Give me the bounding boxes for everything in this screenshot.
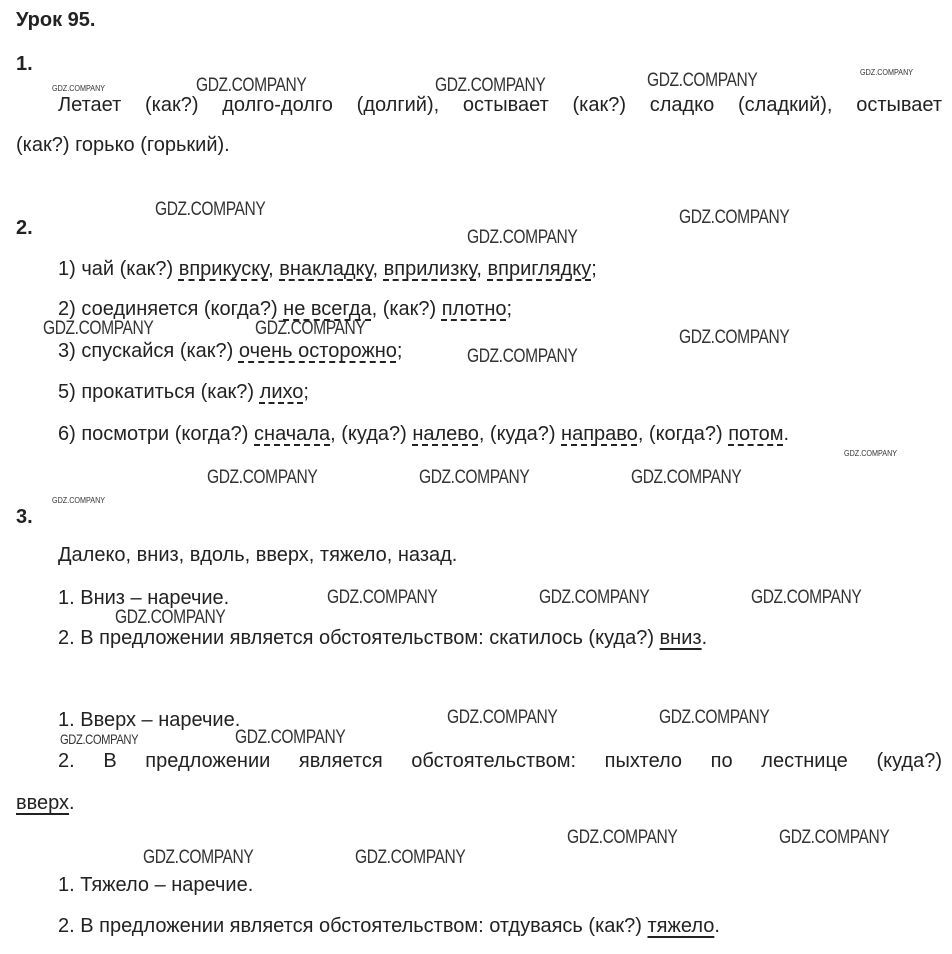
watermark: GDZ.COMPANY [631,467,742,488]
item-text: 6) посмотри (когда?) [58,423,255,445]
watermark: GDZ.COMPANY [52,496,106,505]
separator: , (куда?) [330,423,413,445]
watermark: GDZ.COMPANY [467,346,578,367]
adverb: налево [412,423,479,445]
watermark: GDZ.COMPANY [143,847,254,868]
task-3-a-line-1: 1. Вниз – наречие. [58,587,230,609]
separator: , [268,258,280,280]
task-2-item-1 [58,257,597,281]
watermark: GDZ.COMPANY [860,68,914,77]
task-3-b-line-2: 2. В предложении является обстоятельством: пыхтело по лестнице (куда?) [58,750,942,772]
watermark: GDZ.COMPANY [207,467,318,488]
watermark: GDZ.COMPANY [751,587,862,608]
watermark: GDZ.COMPANY [467,227,578,248]
task-1-number: 1. [16,53,33,75]
watermark: GDZ.COMPANY [659,707,770,728]
watermark: GDZ.COMPANY [679,327,790,348]
adverb: вприкуску [178,258,269,280]
punctuation: ; [396,340,403,362]
punctuation: ; [506,298,513,320]
separator: , (как?) [371,298,442,320]
watermark: GDZ.COMPANY [447,707,558,728]
watermark: GDZ.COMPANY [844,449,898,458]
watermark: GDZ.COMPANY [235,727,346,748]
item-text: 5) прокатиться (как?) [58,381,260,403]
adverb: лихо [259,381,304,403]
task-3-a-line-2 [58,626,707,650]
adverb: потом [728,423,784,445]
task-2-item-3 [58,339,402,363]
separator: , (когда?) [637,423,729,445]
watermark: GDZ.COMPANY [435,75,546,96]
task-3-number: 3. [16,506,33,528]
adverb: вприглядку [487,258,592,280]
punctuation: . [701,627,708,649]
page-title: Урок 95. [16,9,96,31]
watermark: GDZ.COMPANY [327,587,438,608]
watermark: GDZ.COMPANY [419,467,530,488]
watermark: GDZ.COMPANY [567,827,678,848]
adverb: внакладку [279,258,373,280]
adverb: вприлизку [383,258,477,280]
watermark: GDZ.COMPANY [255,318,366,339]
watermark: GDZ.COMPANY [115,607,226,628]
adverb: очень осторожно [238,340,397,362]
punctuation: . [783,423,790,445]
watermark: GDZ.COMPANY [779,827,890,848]
task-3-c-line-1: 1. Тяжело – наречие. [58,874,254,896]
watermark: GDZ.COMPANY [155,199,266,220]
item-text: 1) чай (как?) [58,258,179,280]
watermark: GDZ.COMPANY [647,70,758,91]
watermark: GDZ.COMPANY [679,207,790,228]
task-3-c-line-2 [58,914,720,938]
item-text: 2. В предложении является обстоятельством: отдуваясь (как?) [58,915,648,937]
watermark: GDZ.COMPANY [60,731,139,747]
punctuation: . [69,792,75,814]
watermark: GDZ.COMPANY [539,587,650,608]
adverb: плотно [441,298,507,320]
item-text: 3) спускайся (как?) [58,340,239,362]
watermark: GDZ.COMPANY [43,318,154,339]
punctuation: ; [303,381,309,403]
task-3-b-line-3 [16,791,75,815]
task-2-item-5 [58,380,309,404]
separator: , [372,258,384,280]
task-1-line-1: Летает (как?) долго-долго (долгий), остывает (как?) сладко (сладкий), остывает [58,94,942,116]
adverb: вверх [16,792,70,814]
punctuation: ; [591,258,597,280]
adverb: сначала [254,423,331,445]
task-3-b-line-1: 1. Вверх – наречие. [58,709,241,731]
task-1-line-2: (как?) горько (горький). [16,134,230,156]
punctuation: . [714,915,720,937]
adverb: вниз [659,627,702,649]
adverb: не всегда [283,298,372,320]
watermark: GDZ.COMPANY [52,84,106,93]
watermark: GDZ.COMPANY [196,75,307,96]
adverb: направо [561,423,638,445]
task-2-item-6 [58,422,789,446]
item-text: 2) соединяется (когда?) [58,298,284,320]
adverb: тяжело [647,915,715,937]
separator: , [476,258,488,280]
task-3-words: Далеко, вниз, вдоль, вверх, тяжело, назад. [58,544,458,566]
separator: , (куда?) [478,423,562,445]
item-text: 2. В предложении является обстоятельством: скатилось (куда?) [58,627,660,649]
task-2-number: 2. [16,217,33,239]
watermark: GDZ.COMPANY [355,847,466,868]
